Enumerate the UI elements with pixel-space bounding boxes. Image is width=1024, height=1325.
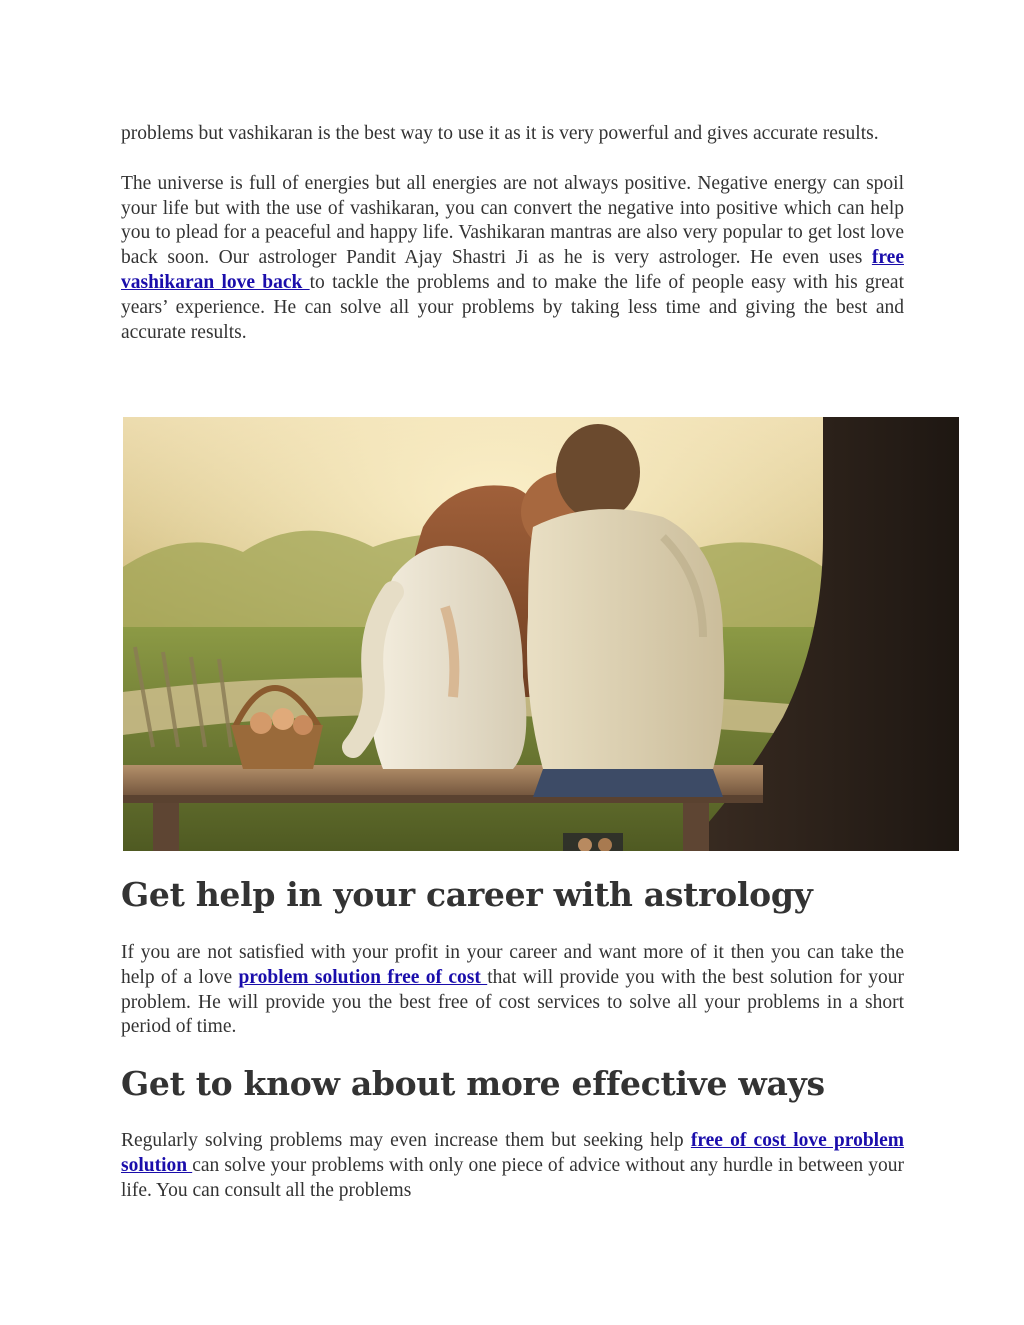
link-cost-love-problem-solution[interactable]: cost love problem solution (121, 1130, 904, 1176)
intro-section (121, 122, 904, 345)
ways-section (121, 1129, 904, 1203)
heading-effective-ways: Get to know about more effective ways (121, 1064, 825, 1103)
paragraph-career: If you are not satisfied with your profit in your career and want more of it then you can take the help of a love problem solution free of cost that will provide you with the best solution for your problem. He will provide you the best free of cost services to solve all your problems in a short period of time. (121, 942, 904, 1038)
career-section (121, 941, 904, 1040)
couple-on-bench-photo (123, 417, 959, 851)
paragraph-ways: Regularly solving problems may even increase them but seeking help free of cost love problem solution can solve your problems with only one piece of advice without any hurdle in between your life. You can consult all the problems (121, 1130, 904, 1201)
paragraph-universe: The universe is full of energies but all energies are not always positive. Negative energy can spoil your life but with the use of vashikaran, you can convert the negative into positive which can help you to plead for a peaceful and happy life. Vashikaran mantras are also very popular to get lost love back soon. Our astrologer Pandit Ajay Shastri Ji as he is very astrologer. He even uses free vashikaran love back to tackle the problems and to make the life of people easy with his great years’ experience. He can solve all your problems by taking less time and giving the best and accurate results. (121, 172, 904, 343)
link-problem-solution-free-of-cost[interactable]: problem solution free of cost (238, 966, 488, 988)
link-free-of[interactable]: free of (690, 1130, 754, 1151)
paragraph-intro: problems but vashikaran is the best way to use it as it is very powerful and gives accurate results. (121, 123, 879, 144)
link-free-vashikaran-love-back[interactable]: free vashikaran love back (121, 247, 904, 293)
heading-career-astrology: Get help in your career with astrology (121, 875, 813, 914)
